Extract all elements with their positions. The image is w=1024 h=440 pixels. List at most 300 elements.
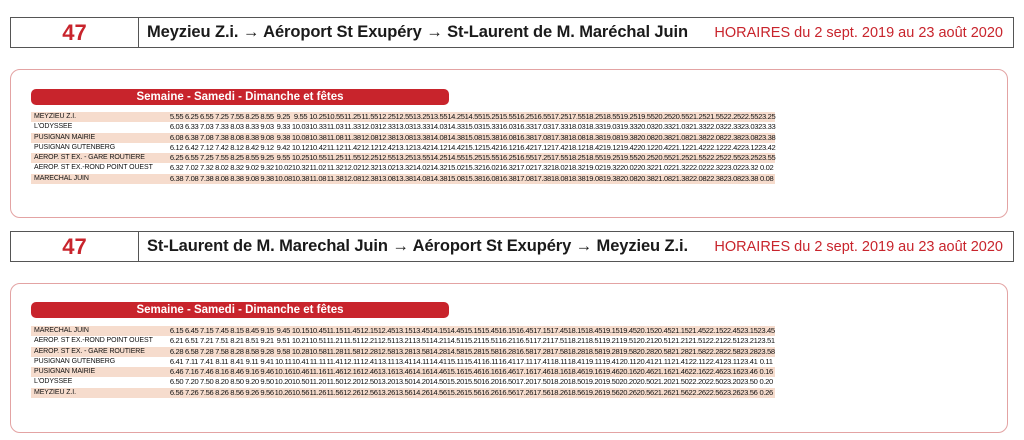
departure-time: 19.08 [602,132,620,142]
departure-time: 21.02 [654,163,672,173]
departure-time: 10.38 [309,132,327,142]
departure-time: 16.55 [516,153,534,163]
timetable-row [31,143,775,153]
departure-time: 14.45 [446,326,465,335]
departure-time: 20.16 [619,367,637,377]
departure-time: 8.03 [230,122,244,132]
departure-time: 15.11 [447,356,464,366]
departure-time: 10.46 [291,367,310,377]
departure-time: 13.11 [377,356,395,366]
departure-time: 22.33 [723,122,741,132]
departure-time: 11.33 [344,122,361,132]
departure-time: 7.03 [200,122,214,132]
departure-time: 18.41 [567,356,585,366]
departure-time: 14.25 [447,112,465,121]
departure-time: 15.26 [446,387,465,397]
departure-time: 16.38 [516,132,534,142]
departure-time: 15.38 [464,173,482,183]
departure-time: 12.38 [360,173,379,183]
departure-time: 19.33 [619,122,638,132]
departure-time: 9.08 [260,132,274,142]
departure-time: 17.38 [533,173,551,183]
departure-time: 17.28 [533,346,551,356]
departure-time: 18.55 [602,112,620,121]
timetable-row [31,122,775,132]
departure-time: 13.21 [394,336,413,346]
departure-time: 15.15 [464,326,482,335]
departure-time: 17.50 [533,377,551,387]
departure-time: 16.02 [481,163,500,173]
departure-time: 17.46 [533,367,551,377]
departure-time: 7.15 [200,326,214,335]
departure-time: 13.08 [395,132,413,142]
departure-time: 15.33 [481,122,500,132]
departure-time: 17.11 [516,356,533,366]
departure-time: 20.32 [637,163,655,173]
departure-time: 17.56 [533,387,551,397]
departure-time: 7.11 [185,356,199,366]
departure-time: 15.58 [481,346,499,356]
departure-time: 9.38 [276,132,290,142]
departure-time: 7.41 [200,356,214,366]
departure-time: 11.21 [326,336,344,346]
departure-time: 8.46 [230,367,244,377]
departure-time: 10.41 [291,356,310,366]
departure-time: 21.33 [689,122,707,132]
day-type-label: Semaine - Samedi - Dimanche et fêtes [31,89,449,105]
departure-time: 21.20 [653,377,672,387]
departure-time: 6.50 [169,377,184,387]
departure-time: 8.55 [245,153,259,163]
departure-time: 8.58 [245,346,259,356]
departure-time: 17.25 [533,153,551,163]
departure-time: 19.16 [584,367,603,377]
departure-time: 15.03 [464,122,482,132]
departure-time: 9.02 [245,163,259,173]
departure-time: 10.56 [291,387,310,397]
departure-time: 14.11 [412,356,430,366]
departure-time: 15.41 [464,356,482,366]
departure-time: 7.58 [215,346,229,356]
departure-time: 16.55 [533,112,551,121]
departure-time: 10.11 [274,356,292,366]
departure-time: 7.12 [200,142,214,152]
departure-time: 14.15 [429,326,447,335]
departure-time: 22.16 [688,367,706,377]
departure-time: 17.12 [533,142,551,152]
departure-time: 20.03 [637,122,655,132]
departure-time: 10.02 [274,163,292,173]
departure-time: 23.15 [740,326,758,335]
departure-time: 11.38 [344,132,361,142]
timetable-row [31,377,775,387]
departure-time: 18.12 [568,142,586,152]
departure-time: 18.11 [550,356,568,366]
departure-time: 16.41 [498,356,516,366]
departure-time: 14.16 [412,367,430,377]
departure-time: 18.58 [584,346,603,356]
departure-time: 19.38 [619,132,638,142]
departure-time: 9.03 [260,122,274,132]
departure-time: 9.25 [276,112,290,121]
departure-time: 22.25 [706,153,724,163]
departure-time: 17.55 [550,153,569,163]
departure-time: 15.25 [481,112,500,121]
departure-time: 22.42 [723,142,741,152]
departure-time: 21.11 [654,356,671,366]
departure-time: 18.42 [585,142,603,152]
departure-time: 15.28 [464,346,482,356]
departure-time: 13.02 [378,163,396,173]
departure-time: 18.38 [585,132,603,142]
departure-time: 9.12 [260,142,274,152]
departure-time: 21.38 [689,132,707,142]
departure-time: 8.26 [215,387,229,397]
departure-time: 13.28 [394,346,413,356]
departure-time: 8.55 [260,112,274,121]
departure-time: 9.32 [260,163,274,173]
departure-time: 23.33 [758,122,776,132]
departure-time: 16.38 [499,173,517,183]
departure-time: 11.08 [309,173,327,183]
departure-time: 15.32 [464,163,482,173]
departure-time: 15.56 [464,387,482,397]
departure-time: 9.21 [260,336,274,346]
departure-time: 12.26 [343,387,361,397]
stop-name: L'ODYSSEE [31,122,169,132]
departure-time: 9.20 [245,377,259,387]
departure-time: 17.26 [515,387,534,397]
departure-time: 23.41 [740,356,758,366]
departure-time: 11.56 [326,387,344,397]
departure-time: 11.15 [326,326,344,335]
departure-time: 22.51 [723,336,741,346]
departure-time: 16.32 [499,163,517,173]
departure-time: 21.51 [688,336,706,346]
departure-time: 13.41 [394,356,413,366]
departure-time: 13.32 [395,163,413,173]
departure-time: 18.02 [550,163,569,173]
departure-time: 20.58 [653,346,672,356]
departure-time: 21.12 [671,142,690,152]
departure-time: 15.25 [464,153,482,163]
departure-time: 12.33 [378,122,396,132]
departure-time: 18.32 [568,163,586,173]
timetable-row [31,163,775,173]
departure-time: 23.26 [723,387,741,397]
departure-time: 12.45 [377,326,395,335]
departure-time: 22.55 [723,153,741,163]
departure-time: 15.50 [464,377,482,387]
departure-time: 17.08 [516,173,534,183]
departure-time: 18.25 [585,112,603,121]
departure-time: 18.51 [584,336,603,346]
route-title: St-Laurent de M. Marechal Juin → Aéroport St Exupéry → Meyzieu Z.i. [147,237,688,255]
departure-time: 8.56 [230,387,244,397]
departure-time: 22.25 [723,112,741,121]
departure-time: 8.25 [230,153,244,163]
departure-time: 18.33 [585,122,603,132]
timetable-row [31,133,775,143]
line-number: 47 [11,18,139,47]
departure-time: 10.42 [309,142,327,152]
departure-time: 22.38 [706,173,724,183]
departure-time: 14.33 [447,122,465,132]
departure-time: 16.42 [516,142,534,152]
departure-time: 7.45 [215,326,229,335]
departure-time: 23.51 [757,336,775,346]
departure-time: 15.55 [499,112,517,121]
departure-time: 16.28 [498,346,516,356]
stop-name: MEYZIEU Z.I. [31,388,169,398]
departure-time: 10.55 [309,153,327,163]
departure-time: 7.51 [215,336,229,346]
departure-time: 11.16 [309,367,327,377]
departure-time: 12.55 [395,112,413,121]
departure-time: 21.25 [671,153,690,163]
departure-time: 8.51 [245,336,259,346]
departure-time: 22.26 [688,387,706,397]
departure-time: 10.32 [291,163,310,173]
departure-time: 19.42 [619,142,638,152]
stop-name: PUSIGNAN GUTENBERG [31,143,169,153]
departure-time: 6.25 [184,112,199,121]
departure-time: 20.25 [654,112,672,121]
departure-time: 23.58 [757,346,775,356]
departure-time: 19.21 [602,336,620,346]
departure-time: 22.08 [689,173,707,183]
departure-time: 9.28 [260,346,274,356]
stop-name: MEYZIEU Z.I. [31,112,169,122]
departure-time: 15.20 [446,377,465,387]
departure-time: 20.50 [636,377,654,387]
departure-time: 23.08 [723,173,741,183]
departure-time: 17.33 [550,122,569,132]
departure-time: 8.32 [230,163,244,173]
departure-time: 11.51 [343,336,361,346]
departure-time: 13.58 [412,346,430,356]
departure-time: 22.45 [723,326,741,335]
departure-time: 16.08 [499,132,517,142]
departure-time: 12.55 [378,153,396,163]
departure-time: 13.12 [395,142,413,152]
departure-time: 20.38 [654,132,672,142]
departure-time: 7.50 [200,377,214,387]
departure-time: 21.21 [671,336,689,346]
departure-time: 10.03 [291,122,310,132]
departure-time: 21.58 [688,346,706,356]
route-title: Meyzieu Z.i. → Aéroport St Exupéry → St-Laurent de M. Maréchal Juin [147,23,688,41]
departure-time: 8.33 [245,122,259,132]
departure-time: 22.12 [706,142,724,152]
departure-time: 19.58 [619,346,637,356]
departure-time: 6.08 [169,132,184,142]
departure-time: 9.41 [260,356,274,366]
departure-time: 19.28 [602,346,620,356]
departure-time: 19.38 [602,173,620,183]
departure-time: 12.11 [343,356,361,366]
departure-time: 8.21 [230,336,244,346]
departure-time: 19.46 [602,367,620,377]
departure-time: 9.46 [260,367,274,377]
departure-time: 20.46 [636,367,654,377]
departure-time: 21.42 [689,142,707,152]
departure-time: 15.42 [481,142,500,152]
timetable-return [31,326,775,398]
departure-time: 14.56 [429,387,447,397]
departure-time: 6.15 [169,326,184,335]
departure-time: 8.08 [230,132,244,142]
departure-time: 6.41 [169,356,184,366]
departure-time: 15.46 [464,367,482,377]
departure-time: 20.25 [637,153,655,163]
departure-time: 13.50 [394,377,413,387]
departure-time: 21.46 [671,367,689,377]
departure-time: 8.02 [215,163,229,173]
departure-time: 13.25 [395,153,413,163]
departure-time: 16.25 [516,112,534,121]
departure-time: 11.11 [309,356,326,366]
departure-time: 8.12 [230,142,244,152]
departure-time: 17.21 [533,336,551,346]
timetable-row [31,112,775,122]
departure-time: 11.28 [326,346,344,356]
departure-time: 9.55 [293,112,308,121]
departure-time: 14.26 [412,387,430,397]
timetable-panel-return [10,283,1008,433]
departure-time: 17.15 [533,326,551,335]
departure-time: 13.33 [412,122,431,132]
validity-period: HORAIRES du 2 sept. 2019 au 23 août 2020 [714,238,1003,255]
departure-time: 10.25 [291,153,310,163]
departure-time: 23.25 [740,153,759,163]
departure-time: 0.11 [758,357,775,367]
departure-time: 19.55 [619,153,638,163]
departure-time: 8.50 [230,377,244,387]
departure-time: 16.58 [515,346,534,356]
departure-time: 7.28 [200,346,214,356]
departure-time: 21.15 [671,326,689,335]
departure-time: 6.42 [184,142,199,152]
departure-time: 21.08 [671,132,690,142]
timetable-outbound [31,112,775,184]
departure-time: 18.46 [567,367,585,377]
departure-time: 14.20 [412,377,430,387]
departure-time: 18.55 [585,153,603,163]
departure-time: 9.56 [260,387,274,397]
departure-time: 12.38 [378,132,396,142]
departure-time: 6.45 [184,326,199,335]
departure-time: 8.38 [230,173,244,183]
departure-time: 11.03 [326,122,344,132]
departure-time: 15.55 [481,153,500,163]
departure-time: 8.42 [245,142,259,152]
departure-time: 10.50 [291,377,310,387]
departure-time: 20.33 [654,122,672,132]
departure-time: 22.50 [705,377,723,387]
departure-time: 6.38 [184,132,199,142]
departure-time: 10.16 [274,367,292,377]
departure-time: 19.25 [619,112,638,121]
departure-time: 10.55 [326,112,344,121]
departure-time: 12.58 [377,346,395,356]
departure-time: 20.41 [636,356,654,366]
departure-time: 8.15 [230,326,244,335]
departure-time: 23.20 [723,377,741,387]
timetable-row [31,357,775,367]
departure-time: 10.38 [291,173,310,183]
departure-time: 13.46 [394,367,413,377]
departure-time: 10.20 [274,377,292,387]
departure-time: 11.26 [309,387,327,397]
departure-time: 17.16 [515,367,534,377]
departure-time: 22.55 [740,112,759,121]
departure-time: 22.08 [706,132,724,142]
departure-time: 17.08 [533,132,551,142]
departure-time: 10.25 [309,112,327,121]
departure-time: 9.58 [276,346,290,356]
departure-time: 0.02 [760,163,774,173]
departure-time: 20.56 [636,387,654,397]
departure-time: 19.03 [602,122,620,132]
stop-name: PUSIGNAN MAIRIE [31,367,169,377]
departure-time: 12.08 [343,173,361,183]
departure-time: 22.11 [688,356,706,366]
departure-time: 22.56 [705,387,723,397]
departure-time: 11.45 [343,326,361,335]
departure-time: 21.38 [671,173,690,183]
timetable-row [31,347,775,357]
departure-time: 11.02 [309,163,327,173]
departure-time: 11.08 [326,132,344,142]
departure-time: 14.08 [412,173,431,183]
departure-time: 11.12 [326,142,344,152]
departure-time: 14.38 [430,173,448,183]
departure-time: 6.56 [169,387,184,397]
departure-time: 17.38 [550,132,569,142]
departure-time: 13.03 [395,122,413,132]
departure-time: 6.46 [169,367,184,377]
departure-time: 23.03 [740,122,759,132]
departure-time: 22.32 [706,163,724,173]
stop-name: AEROP. ST EX. - GARE ROUTIERE [31,347,169,357]
departure-time: 14.41 [429,356,447,366]
departure-time: 8.41 [230,356,244,366]
departure-time: 19.26 [584,387,603,397]
departure-time: 11.58 [343,346,361,356]
departure-time: 20.42 [654,142,672,152]
departure-time: 22.58 [723,346,741,356]
departure-time: 8.25 [245,112,259,121]
departure-time: 13.20 [377,377,395,387]
departure-time: 13.38 [395,173,413,183]
departure-time: 17.45 [550,326,568,335]
departure-time: 7.33 [215,122,229,132]
departure-time: 19.51 [619,336,637,346]
departure-time: 16.12 [499,142,517,152]
departure-time: 9.50 [260,377,274,387]
departure-time: 7.55 [230,112,244,121]
departure-time: 7.46 [200,367,214,377]
departure-time: 12.25 [378,112,396,121]
departure-time: 6.32 [169,163,184,173]
departure-time: 19.20 [584,377,603,387]
departure-time: 7.20 [184,377,199,387]
departure-time: 15.08 [447,173,465,183]
departure-time: 20.20 [619,377,637,387]
departure-time: 11.25 [326,153,344,163]
departure-time: 12.12 [360,142,379,152]
